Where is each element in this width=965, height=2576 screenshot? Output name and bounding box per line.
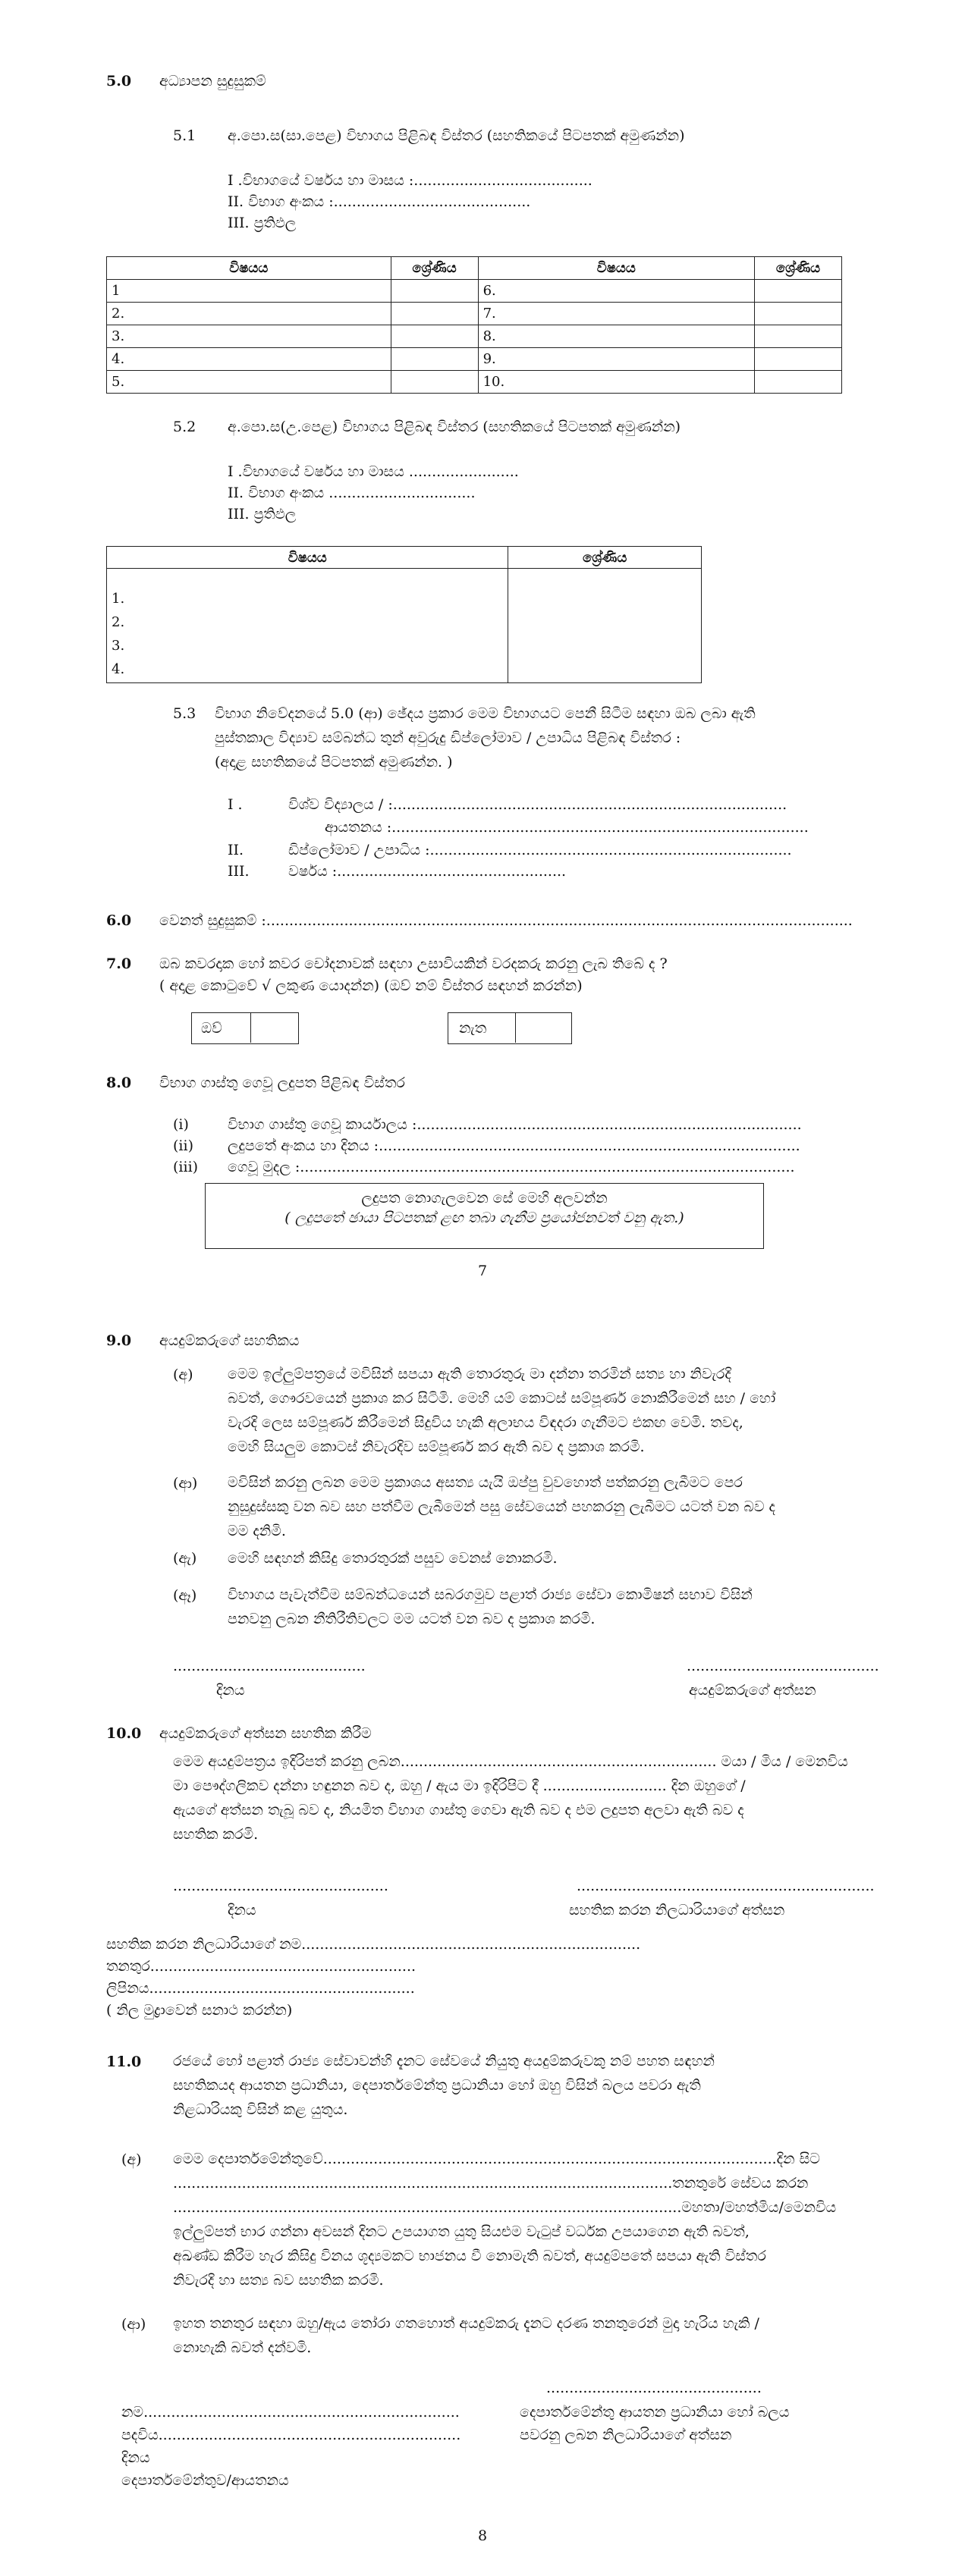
section-5-number: 5.0 [106,73,132,89]
page-number: 8 [477,2527,488,2544]
receipt-paste-instruction: ලදුපත නොගැලවෙන සේ මෙහි අලවන්න [361,1190,608,1206]
head-name-field: නම..................................................................... [121,2404,460,2421]
receipt-number-label: (ii) [173,1137,193,1154]
section-10-title: අයදුම්කරුගේ අත්සන සහතික කිරීම [159,1725,372,1742]
ol-grade-cell[interactable] [391,348,478,371]
table-row [107,371,842,394]
table-row [107,280,842,303]
applicant-sign-dots: .......................................... [687,1658,879,1674]
receipt-number-field: ලදුපතේ අංකය හා දිනය :............................................................................................ [228,1137,800,1154]
conviction-instruction: ( අදාළ කොටුවේ √ ලකුණ යොදන්න) (ඔව් නම් විස්තර සඳහන් කරන්න) [159,977,583,994]
declaration-a-text: මෙම ඉල්ලුම්පත්‍රයේ මවිසින් සපයා ඇති තොරතුරු මා දන්නා තරමින් සත්‍ය හා නිවැරදි බවත්, ගෞරවයෙන් ප්‍රකාශ කර සිටිමි. මෙහි යම් කොටස් සම්පූර්ණ නොකිරීමෙන් සහ / හෝ වැරදි ලෙස සම්පූර්ණ කිරීමෙන් සිදුවිය හැකි අලාභය විඳදරා ගැනීමට එකඟ වෙමි. තවද, මෙහි සියලුම කොටස් නිවැරදිව සම්පූර්ණ කර ඇති බව ද ප්‍රකාශ කරමි. [228,1366,776,1455]
section-5-2-title: අ.පො.ස(උ.පෙළ) විභාගය පිළිබඳ විස්තර (සහතිකයේ පිටපතක් අමුණන්න) [228,419,681,435]
ol-subject-cell[interactable]: 1 [107,280,391,303]
applicant-signature-label: අයදුම්කරුගේ අත්සන [689,1682,816,1699]
section-10-number: 10.0 [106,1725,142,1742]
ol-grade-cell[interactable] [391,325,478,348]
fee-office-number: (i) [173,1116,189,1133]
al-results-label: III. ප්‍රතිඵල [228,506,297,522]
ol-exam-index: II. විභාග අංකය :........................................... [228,193,531,210]
ol-subject-cell[interactable]: 6. [478,280,754,303]
no-option [448,1012,572,1044]
institute-field: ආයතනය :........................................................................................... [325,819,809,836]
ol-grade-header: ශ්‍රේණිය [754,257,841,280]
table-row [107,325,842,348]
al-grade-header: ශ්‍රේණිය [508,547,702,569]
official-seal-note: ( නිල මුද්‍රාවෙන් සනාථ කරන්න) [106,2002,293,2019]
head-department-label: දෙපාර්තමේන්තුව/ආයතනය [121,2472,289,2489]
ol-subject-cell[interactable]: 9. [478,348,754,371]
section-8-number: 8.0 [106,1075,132,1091]
declaration-aa-text: මවිසින් කරනු ලබන මෙම ප්‍රකාශය අසත්‍ය යැයි ඔප්පු වුවහොත් පත්කරනු ලැබීමට පෙර නුසුදුස්සකු වන බව සහ පත්වීම ලැබීමෙන් පසු සේවයෙන් පහකරනු ලැබීමට යටත් වන බව ද මම දනිමි. [228,1474,775,1539]
fee-office-field: විභාග ගාස්තු ගෙවූ කාර්යාලය :.................................................................................... [228,1116,802,1133]
section-6-number: 6.0 [106,912,132,929]
amount-field: ගෙවූ මුදල :............................................................................................................ [228,1159,795,1175]
head-signature-label-2: පවරනු ලබන නිලධාරියාගේ අත්සන [520,2427,732,2443]
al-exam-year-month: I .විභාගයේ වර්ෂය හා මාසය ........................ [228,463,519,480]
section-8-title: විභාග ගාස්තු ගෙවූ ලදුපත පිළිබඳ විස්තර [159,1075,405,1091]
al-grade-cell[interactable] [508,569,702,683]
ol-subject-cell[interactable]: 3. [107,325,391,348]
al-subject-cell[interactable] [107,569,508,683]
dept-cert-aa-number: (ආ) [121,2316,146,2333]
no-label: නැත [459,1020,487,1037]
certifier-signature-label: සහතික කරන නිලධාරියාගේ අත්සන [569,1902,785,1919]
ol-subject-header: විෂයය [478,257,754,280]
section-5-2-number: 5.2 [173,419,196,435]
page-number: 7 [477,1263,488,1279]
ol-subject-cell[interactable]: 5. [107,371,391,394]
ol-subject-cell[interactable]: 7. [478,303,754,325]
declaration-ae2-text: විභාගය පැවැත්වීම සම්බන්ධයෙන් සබරගමුව පළාත් රාජ්‍ය සේවා කොමිෂන් සභාව විසින් පනවනු ලබන නීතිරීතිවලට මම යටත් වන බව ද ප්‍රකාශ කරමි. [228,1586,753,1627]
conviction-question: ඔබ කවරදාක හෝ කවර චෝදනාවක් සඳහා උසාවියකින් වරදකරු කරනු ලැබ තිබේ ද ? [159,955,668,972]
university-number: I . [228,796,243,813]
declaration-aa-number: (ආ) [173,1475,198,1492]
table-row [107,348,842,371]
declaration-ae-number: (ඇ) [173,1550,197,1567]
no-checkbox[interactable] [515,1012,571,1043]
ol-grade-cell[interactable] [754,325,841,348]
section-7-number: 7.0 [106,955,132,972]
section-9-number: 9.0 [106,1332,132,1349]
section-5-1-number: 5.1 [173,127,196,144]
ol-subject-header: විෂයය [107,257,391,280]
dept-cert-a-text: මෙම දෙපාර්තමේන්තුවේ...................................................................................................දින සිට .............................................................................................................තනතුරේ සේවය කරන ...............................................................................................................මහතා/මහත්මිය/මෙනවිය ඉල්ලුම්පත් භාර ගන්නා අවසන් දිනට උපයාගත යුතු සියළුම වැටුප් වර්ධක උපයාගෙන ඇති බවත්, අඛණ්ඩ කිරීම හැර කිසිදු විනය ශූද්‍යමකට භාජනය වී නොමැති බවත්, අයදුම්පතේ සපයා ඇති විස්තර නිවැරදි හා සත්‍ය බව සහතික කරමි. [173,2151,837,2289]
section-5-3-number: 5.3 [173,705,196,722]
section-9-title: අයදුම්කරුගේ සහතිකය [159,1332,300,1349]
certifier-address-field: ලිපිනය.......................................................... [106,1980,415,1997]
applicant-date-label: දිනය [216,1682,245,1699]
dept-cert-a-number: (අ) [121,2151,142,2168]
certifier-date-label: දිනය [228,1902,256,1919]
ol-subject-cell[interactable]: 4. [107,348,391,371]
declaration-a-number: (අ) [173,1366,193,1383]
year-field: වර්ෂය :.................................................. [288,863,567,880]
al-subject-header: විෂයය [107,547,508,569]
head-date-label: දිනය [121,2449,150,2466]
other-qualifications: වෙනත් සුදුසුකම් :................................................................................................................................ [159,912,853,929]
al-exam-index: II. විභාග අංකය ................................ [228,485,476,501]
applicant-date-dots: .......................................... [173,1658,366,1674]
ol-grade-cell[interactable] [391,280,478,303]
ol-grade-cell[interactable] [754,348,841,371]
dept-cert-aa-text: ඉහත තනතුර සඳහා ඔහු/ඇය තෝරා ගතහොත් අයදුම්කරු දැනට දරණ තනතුරෙන් මුදා හැරිය හැකි / නොහැකි බවත් දන්වමි. [173,2315,759,2356]
section-11-number: 11.0 [106,2054,142,2070]
yes-option [191,1012,299,1044]
section-5-3-text-3: (අදාළ සහතිකයේ පිටපතක් අමුණන්න. ) [215,754,453,770]
ol-subject-cell[interactable]: 10. [478,371,754,394]
section-5-3-text-2: පුස්තකාල විද්‍යාව සම්බන්ධ තුන් අවුරුදු ඩිප්ලෝමාව / උපාධිය පිළිබඳ විස්තර : [215,730,681,746]
declaration-ae2-number: (ඈ) [173,1587,197,1604]
diploma-number: II. [228,842,244,858]
declaration-ae-text: මෙහි සඳහන් කිසිදු තොරතුරක් පසුව වෙනස් නොකරමි. [228,1550,558,1567]
section-5-1-title: අ.පො.ස(සා.පෙළ) විභාගය පිළිබඳ විස්තර (සහතිකයේ පිටපතක් අමුණන්න) [228,127,685,144]
certifier-sign-dots: ................................................................. [577,1878,875,1894]
amount-number: (iii) [173,1159,199,1175]
ol-results-label: III. ප්‍රතිඵල [228,215,297,231]
table-row [107,303,842,325]
head-post-field: පදවිය.................................................................. [121,2427,461,2443]
al-results-table [106,546,702,683]
ol-exam-year-month: I .විභාගයේ වර්ෂය හා මාසය :....................................... [228,172,593,189]
list-item: 1. [112,591,125,607]
list-item: 3. [112,638,125,654]
certification-text: මෙම අයදුම්පත්‍රය ඉදිරිපත් කරනු ලබන..................................................................... මයා / මිය / මෙනවිය මා පෞද්ගලිකව දන්නා හඳුනන බව ද, ඔහු / ඇය මා ඉදිරිපිට දී ........................... දින ඔහුගේ / ඇයගේ අත්සන තැබූ බව ද, නියමිත විභාග ගාස්තු ගෙවා ඇති බව ද එම ලදුපත අලවා ඇති බව ද සහතික කරමි. [173,1753,848,1843]
university-field: විශ්ව විද්‍යාලය / :...................................................................................... [288,796,787,813]
section-11-intro: රජයේ හෝ පළාත් රාජ්‍ය සේවාවන්හි දැනට සේවයේ නියුතු අයදුම්කරුවකු නම් පහත සඳහන් සහතිකයද ආයතන ප්‍රධානියා, දෙපාර්තමේන්තු ප්‍රධානියා හෝ ඔහු විසින් බලය පවරා ඇති නිළධාරියකු විසින් කළ යුතුය. [173,2053,715,2118]
certifier-name-field: සහතික කරන නිලධාරියාගේ නම.......................................................................... [106,1936,641,1953]
receipt-paste-box [205,1183,764,1249]
ol-grade-cell[interactable] [754,303,841,325]
list-item: 2. [112,614,125,630]
ol-results-table [106,256,842,394]
yes-checkbox[interactable] [250,1012,298,1043]
ol-subject-cell[interactable]: 8. [478,325,754,348]
head-sign-dots: ............................................... [546,2380,762,2396]
diploma-field: ඩිප්ලෝමාව / උපාධිය :............................................................................... [288,842,792,858]
ol-subject-cell[interactable]: 2. [107,303,391,325]
ol-grade-cell[interactable] [391,303,478,325]
list-item: 4. [112,661,125,677]
section-5-3-text-1: විභාග නිවේදනයේ 5.0 (ආ) ඡේදය ප්‍රකාර මෙම විභාගයට පෙනී සිටීම සඳහා ඔබ ලබා ඇති [215,705,756,722]
ol-grade-cell[interactable] [754,280,841,303]
head-signature-label-1: දෙපාර්තමේන්තු ආයතන ප්‍රධානියා හෝ බලය [520,2404,790,2421]
yes-label: ඔව් [201,1020,222,1037]
certifier-date-dots: ............................................... [173,1878,388,1894]
certifier-post-field: තනතුර.......................................................... [106,1958,416,1975]
ol-grade-cell[interactable] [391,371,478,394]
ol-grade-cell[interactable] [754,371,841,394]
section-5-title: අධ්‍යාපන සුදුසුකම් [159,73,266,89]
receipt-copy-note: ( ලදුපතේ ඡායා පිටපතක් ළඟ තබා ගැනීම ප්‍රයෝජනවත් වනු ඇත.) [284,1210,684,1226]
year-number: III. [228,863,250,880]
ol-grade-header: ශ්‍රේණිය [391,257,478,280]
